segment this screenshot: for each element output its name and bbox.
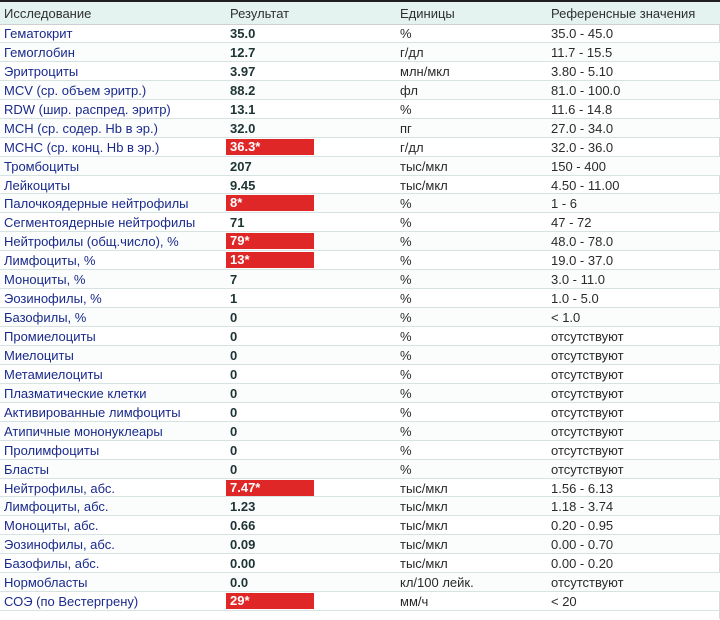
row-reference: 1.0 - 5.0 [551,291,599,307]
row-units: % [400,196,412,212]
row-reference: отсутствуют [551,385,624,401]
row-result: 9.45 [230,177,256,193]
row-name: Моноциты, абс. [4,518,99,534]
row-units: % [400,385,412,401]
row-result: 207 [230,158,252,174]
row-result: 35.0 [230,26,256,41]
table-row [0,62,720,81]
row-reference: 1.18 - 3.74 [551,499,614,515]
row-units: тыс/мкл [400,556,448,572]
row-units: пг [400,120,412,136]
table-row [0,194,720,213]
row-reference: отсутствуют [551,575,624,591]
row-name: Эозинофилы, % [4,291,102,307]
row-name: Лимфоциты, % [4,253,96,269]
row-result: 71 [230,215,245,231]
row-reference: 0.00 - 0.70 [551,537,614,553]
result-flagged: 8* [226,195,314,211]
row-name: Лимфоциты, абс. [4,499,109,515]
row-units: % [400,442,412,458]
row-reference: 1.56 - 6.13 [551,480,614,496]
row-result: 88.2 [230,82,256,98]
row-reference: отсутствуют [551,347,624,363]
row-result: 0 [230,385,238,401]
table-row [0,554,720,573]
row-name: Тромбоциты [4,158,80,174]
table-row [0,422,720,441]
table-row [0,270,720,289]
row-reference: 1 - 6 [551,196,578,212]
row-units: % [400,26,412,41]
row-reference: 32.0 - 36.0 [551,139,614,155]
row-result: 3.97 [230,63,256,79]
row-units: % [400,329,412,344]
row-name: Нейтрофилы, абс. [4,480,116,496]
table-row [0,384,720,403]
table-row [0,119,720,138]
row-result: 0 [230,404,238,420]
row-name: Нейтрофилы (общ.число), % [4,234,179,250]
row-units: фл [400,82,418,98]
table-row [0,43,720,62]
row-units: г/дл [400,139,424,155]
row-result: 0 [230,366,238,382]
row-reference: 11.7 - 15.5 [551,44,613,60]
table-body [0,24,720,611]
result-flagged: 29* [226,593,314,609]
row-reference: 150 - 400 [551,158,606,174]
table-row [0,24,720,43]
row-result: 0.0 [230,575,249,591]
table-row [0,157,720,176]
row-units: % [400,366,412,382]
row-result: 12.7 [230,44,256,60]
table-header [0,2,720,25]
row-units: тыс/мкл [400,158,448,174]
row-units: тыс/мкл [400,480,448,496]
row-reference: 48.0 - 78.0 [551,234,614,250]
row-reference: 11.6 - 14.8 [551,101,613,117]
row-reference: отсутствуют [551,366,624,382]
row-reference: 81.0 - 100.0 [551,82,621,98]
header-name: Исследование [4,6,92,21]
table-row [0,251,720,270]
row-units: тыс/мкл [400,499,448,515]
row-name: Эозинофилы, абс. [4,537,115,553]
row-name: Атипичные мононуклеары [4,423,163,439]
row-name: Метамиелоциты [4,366,103,382]
row-name: Эритроциты [4,63,79,79]
row-units: % [400,404,412,420]
row-name: Промиелоциты [4,329,96,344]
row-name: Бласты [4,461,49,477]
row-reference: 0.20 - 0.95 [551,518,614,534]
row-name: Миелоциты [4,347,74,363]
row-name: Активированные лимфоциты [4,404,181,420]
table-row [0,138,720,157]
table-row [0,516,720,535]
row-name: Пролимфоциты [4,442,100,458]
row-reference: 0.00 - 0.20 [551,556,614,572]
row-result: 0 [230,461,238,477]
table-row [0,365,720,384]
row-units: тыс/мкл [400,177,448,193]
row-units: % [400,253,412,269]
header-result: Результат [230,6,290,21]
row-result: 1.23 [230,499,256,515]
header-units: Единицы [400,6,455,21]
table-row [0,100,720,119]
row-result: 0 [230,442,238,458]
row-name: MCH (ср. содер. Hb в эр.) [4,120,158,136]
row-result: 0.00 [230,556,256,572]
row-name: MCHC (ср. конц. Hb в эр.) [4,139,160,155]
row-reference: 35.0 - 45.0 [551,26,614,41]
row-reference: отсутствуют [551,423,624,439]
row-name: Нормобласты [4,575,88,591]
table-row [0,213,720,232]
row-name: Базофилы, % [4,310,87,326]
row-reference: < 1.0 [551,310,581,326]
row-result: 0 [230,347,238,363]
row-name: Базофилы, абс. [4,556,100,572]
row-name: MCV (ср. объем эритр.) [4,82,147,98]
row-result: 13.1 [230,101,256,117]
table-row [0,535,720,554]
row-units: % [400,310,412,326]
header-reference: Референсные значения [551,6,696,21]
row-units: млн/мкл [400,63,450,79]
row-name: Палочкоядерные нейтрофилы [4,196,189,212]
row-result: 1 [230,291,238,307]
row-result: 0.66 [230,518,256,534]
table-row [0,479,720,498]
table-row [0,308,720,327]
row-units: % [400,272,412,288]
row-units: % [400,291,412,307]
row-units: % [400,347,412,363]
row-name: Моноциты, % [4,272,86,288]
table-row [0,289,720,308]
row-units: % [400,234,412,250]
table-row [0,592,720,611]
row-reference: 47 - 72 [551,215,592,231]
table-row [0,497,720,516]
result-flagged: 13* [226,252,314,268]
table-row [0,327,720,346]
result-flagged: 79* [226,233,314,249]
row-result: 32.0 [230,120,256,136]
row-reference: 3.0 - 11.0 [551,272,605,288]
row-name: Гематокрит [4,26,73,41]
row-reference: 3.80 - 5.10 [551,63,614,79]
row-name: СОЭ (по Вестергрену) [4,594,139,610]
row-result: 0 [230,423,238,439]
row-reference: отсутствуют [551,442,624,458]
row-result: 0 [230,329,238,344]
row-units: кл/100 лейк. [400,575,474,591]
row-units: мм/ч [400,594,429,610]
row-result: 0.09 [230,537,256,553]
row-reference: отсутствуют [551,329,624,344]
row-result: 7 [230,272,238,288]
row-name: Сегментоядерные нейтрофилы [4,215,196,231]
row-units: % [400,101,412,117]
row-units: тыс/мкл [400,518,448,534]
row-name: Гемоглобин [4,44,75,60]
row-reference: 19.0 - 37.0 [551,253,614,269]
row-name: RDW (шир. распред. эритр) [4,101,171,117]
row-units: % [400,215,412,231]
table-row [0,573,720,592]
row-reference: < 20 [551,594,577,610]
row-reference: отсутствуют [551,404,624,420]
row-reference: 27.0 - 34.0 [551,120,614,136]
table-row [0,81,720,100]
row-units: % [400,461,412,477]
table-row [0,346,720,365]
row-reference: отсутствуют [551,461,624,477]
row-reference: 4.50 - 11.00 [551,177,620,193]
row-name: Лейкоциты [4,177,71,193]
row-units: г/дл [400,44,424,60]
table-row [0,232,720,251]
table-row [0,441,720,460]
table-row [0,460,720,479]
result-flagged: 36.3* [226,139,314,155]
table-row [0,403,720,422]
row-name: Плазматические клетки [4,385,147,401]
table-row [0,176,720,195]
row-units: тыс/мкл [400,537,448,553]
result-flagged: 7.47* [226,480,314,496]
row-units: % [400,423,412,439]
row-result: 0 [230,310,238,326]
